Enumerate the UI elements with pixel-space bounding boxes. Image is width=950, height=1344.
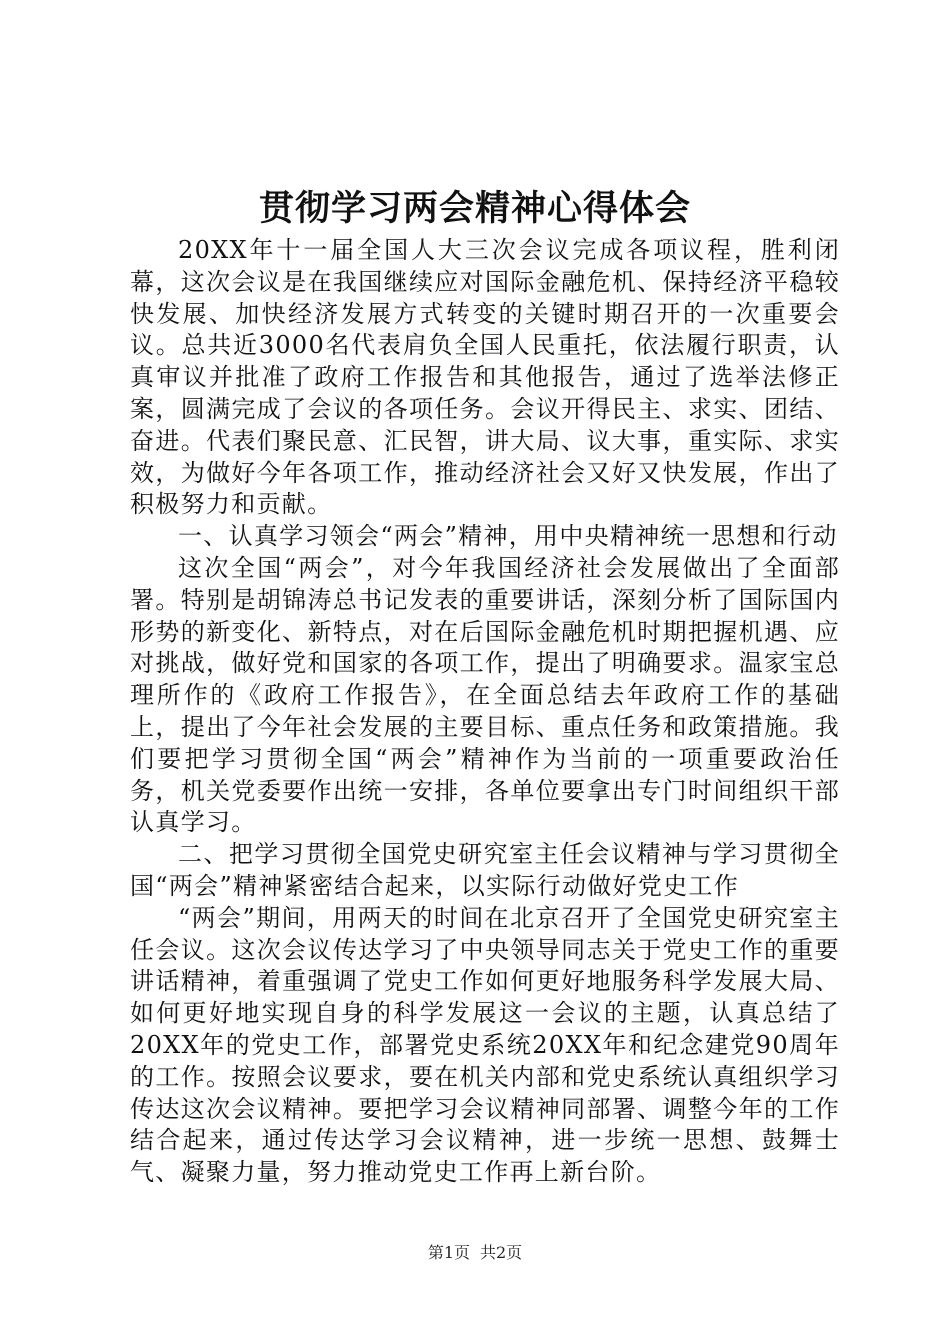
section-heading-2: 二、把学习贯彻全国党史研究室主任会议精神与学习贯彻全国“两会”精神紧密结合起来，以实际行动做好党史工作 (130, 840, 840, 900)
page-footer (0, 1242, 950, 1264)
document-title: 贯彻学习两会精神心得体会 (258, 188, 691, 229)
paragraph-intro: 20XX年十一届全国人大三次会议完成各项议程，胜利闭幕，这次会议是在我国继续应对国际金融危机、保持经济平稳较快发展、加快经济发展方式转变的关键时期召开的一次重要会议。总共近3000名代表肩负全国人民重托，依法履行职责，认真审议并批准了政府工作报告和其他报告，通过了选举法修正案，圆满完成了会议的各项任务。会议开得民主、求实、团结、奋进。代表们聚民意、汇民智，讲大局、议大事，重实际、求实效，为做好今年各项工作，推动经济社会又好又快发展，作出了积极努力和贡献。 (130, 236, 840, 519)
section-heading-1: 一、认真学习领会“两会”精神，用中央精神统一思想和行动 (178, 522, 838, 551)
document-body (130, 235, 840, 1189)
page-total: 共2页 (480, 1243, 523, 1262)
page-number: 第1页 (427, 1243, 470, 1262)
paragraph-section-1: 这次全国“两会”，对今年我国经济社会发展做出了全面部署。特别是胡锦涛总书记发表的重要讲话，深刻分析了国际国内形势的新变化、新特点，对在后国际金融危机时期把握机遇、应对挑战，做好党和国家的各项工作，提出了明确要求。温家宝总理所作的《政府工作报告》，在全面总结去年政府工作的基础上，提出了今年社会发展的主要目标、重点任务和政策措施。我们要把学习贯彻全国“两会”精神作为当前的一项重要政治任务，机关党委要作出统一安排，各单位要拿出专门时间组织干部认真学习。 (130, 553, 840, 837)
paragraph-section-2: “两会”期间，用两天的时间在北京召开了全国党史研究室主任会议。这次会议传达学习了中央领导同志关于党史工作的重要讲话精神，着重强调了党史工作如何更好地服务科学发展大局、如何更好地实现自身的科学发展这一会议的主题，认真总结了20XX年的党史工作，部署党史系统20XX年和纪念建党90周年的工作。按照会议要求，要在机关内部和党史系统认真组织学习传达这次会议精神。要把学习会议精神同部署、调整今年的工作结合起来，通过传达学习会议精神，进一步统一思想、鼓舞士气、凝聚力量，努力推动党史工作再上新台阶。 (130, 903, 840, 1187)
